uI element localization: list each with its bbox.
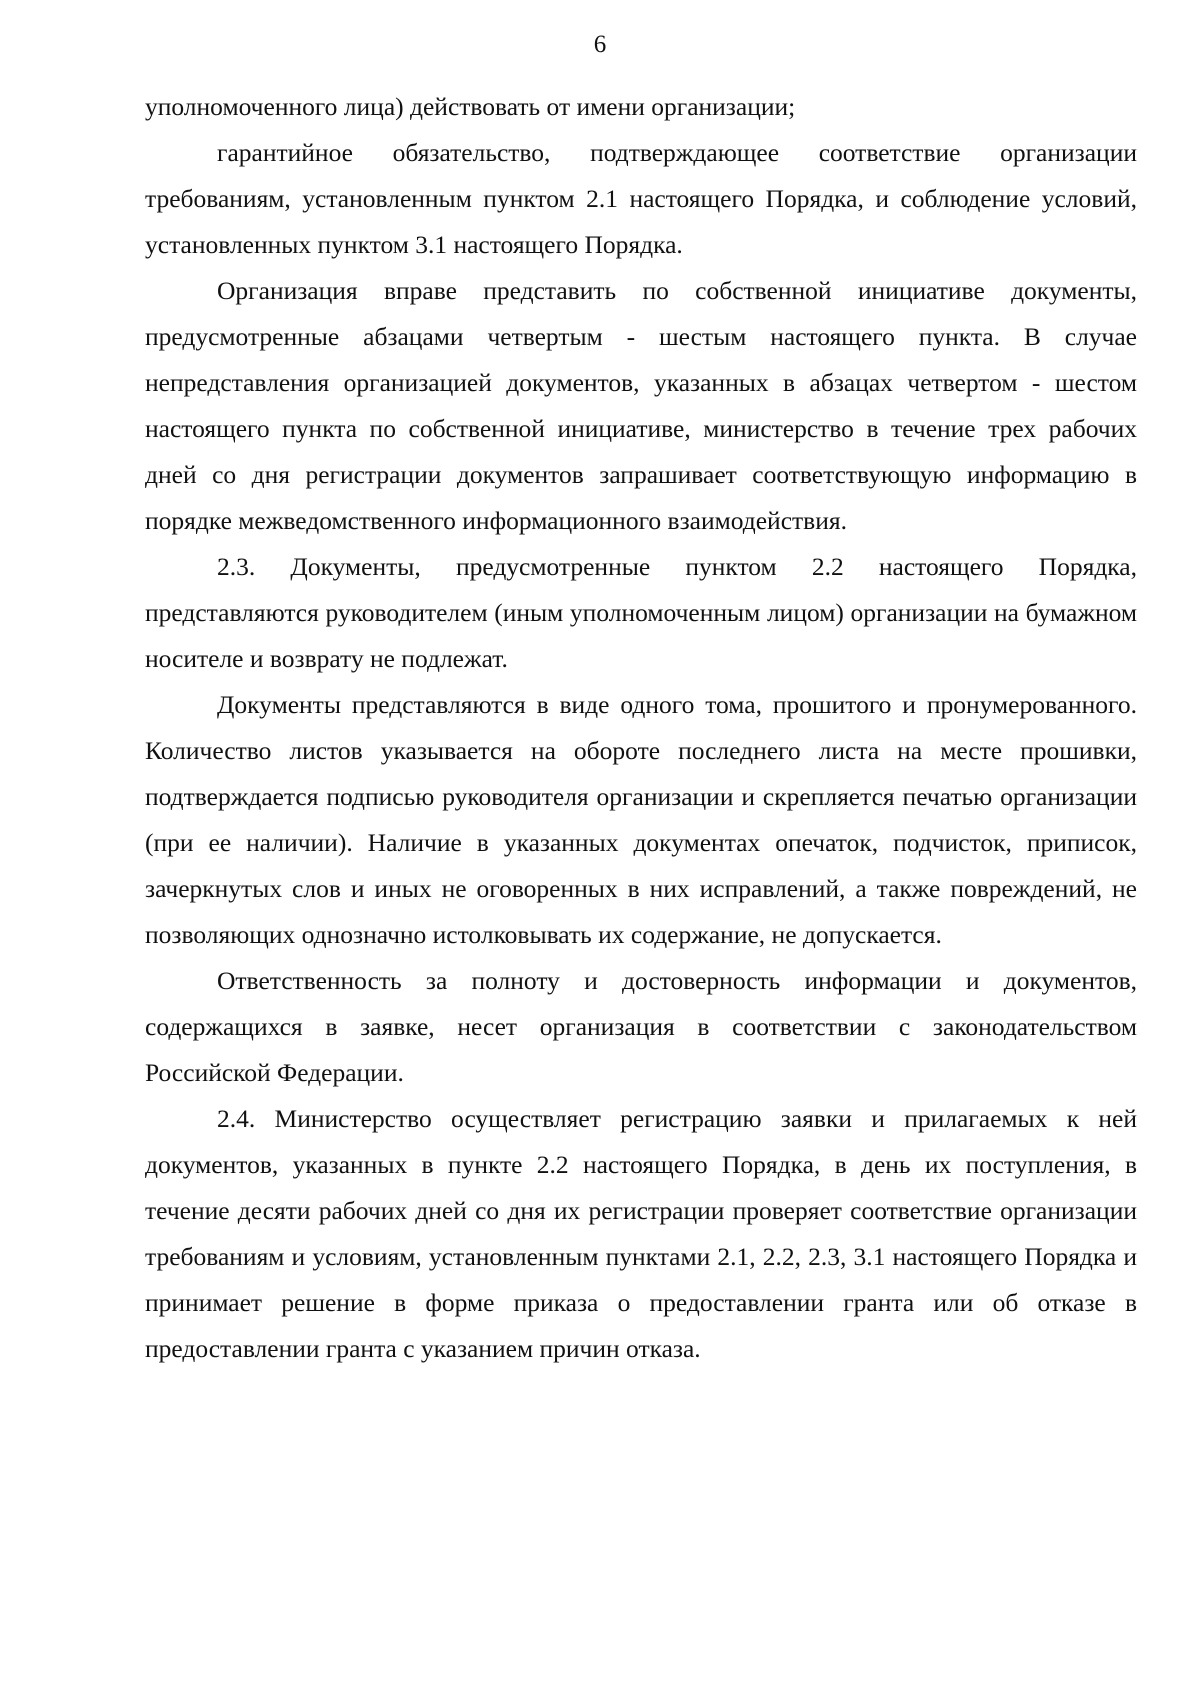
page-number: 6 [593, 31, 607, 58]
paragraph-responsibility: Ответственность за полноту и достоверность информации и документов, содержащихся в заявке, несет организация в соответствии с законодательством Российской Федерации. [145, 966, 1137, 1087]
paragraph-document-format: Документы представляются в виде одного тома, прошитого и пронумерованного. Количество листов указывается на обороте последнего листа на месте прошивки, подтверждается подписью руководителя организации и скрепляется печатью организации (при ее наличии). Наличие в указанных документах опечаток, подчисток, приписок, зачеркнутых слов и иных не оговоренных в них исправлений, а также повреждений, не позволяющих однозначно истолковывать их содержание, не допускается. [145, 690, 1137, 949]
document-body [145, 84, 1137, 1372]
paragraph-2-3: 2.3. Документы, предусмотренные пунктом 2.2 настоящего Порядка, представляются руководителем (иным уполномоченным лицом) организации на бумажном носителе и возврату не подлежат. [145, 552, 1137, 673]
paragraph-optional-documents: Организация вправе представить по собственной инициативе документы, предусмотренные абзацами четвертым - шестым настоящего пункта. В случае непредставления организацией документов, указанных в абзацах четвертом - шестом настоящего пункта по собственной инициативе, министерство в течение трех рабочих дней со дня регистрации документов запрашивает соответствующую информацию в порядке межведомственного информационного взаимодействия. [145, 276, 1137, 535]
paragraph-continuation: уполномоченного лица) действовать от имени организации; [145, 92, 796, 121]
paragraph-guarantee-obligation: гарантийное обязательство, подтверждающее соответствие организации требованиям, установленным пунктом 2.1 настоящего Порядка, и соблюдение условий, установленных пунктом 3.1 настоящего Порядка. [145, 138, 1137, 259]
paragraph-2-4: 2.4. Министерство осуществляет регистрацию заявки и прилагаемых к ней документов, указанных в пункте 2.2 настоящего Порядка, в день их поступления, в течение десяти рабочих дней со дня их регистрации проверяет соответствие организации требованиям и условиям, установленным пунктами 2.1, 2.2, 2.3, 3.1 настоящего Порядка и принимает решение в форме приказа о предоставлении гранта или об отказе в предоставлении гранта с указанием причин отказа. [145, 1104, 1137, 1363]
